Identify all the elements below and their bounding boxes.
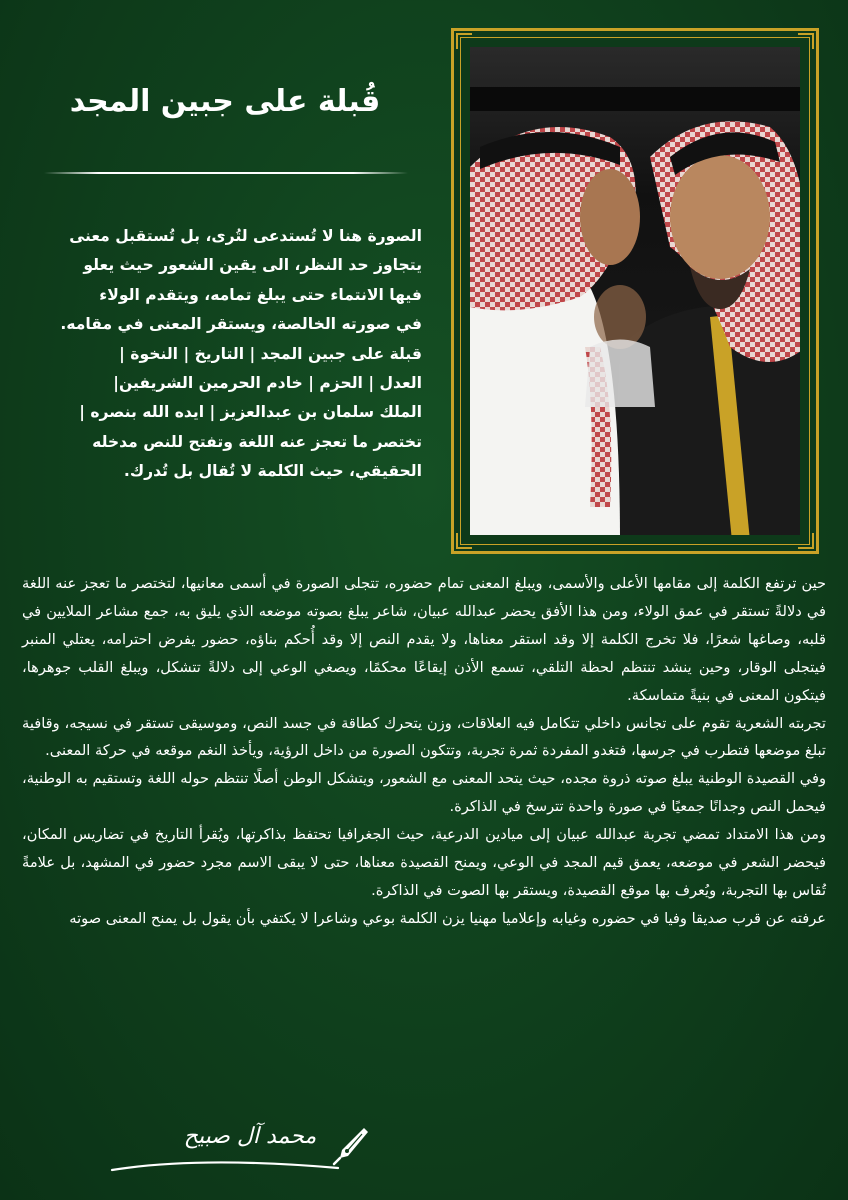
intro-line: في صورته الخالصة، ويستقر المعنى في مقامه. bbox=[60, 315, 422, 334]
signature-swoosh bbox=[110, 1150, 340, 1176]
intro-line: قبلة على جبين المجد | التاريخ | النخوة | bbox=[119, 344, 422, 363]
frame-corner bbox=[456, 533, 472, 549]
intro-line: الحقيقي، حيث الكلمة لا تُقال بل تُدرك. bbox=[123, 462, 422, 481]
page-title: قُبلة على جبين المجد bbox=[69, 84, 381, 119]
paragraph: وفي القصيدة الوطنية يبلغ صوته ذروة مجده، حيث يتحد المعنى مع الشعور، ويتشكل الوطن أصلًا تنتظم حوله اللغة وتستقيم به الوطنية، فيحمل النص وجدانًا جمعيًا في صورة واحدة تترسخ في الذاكرة. bbox=[22, 770, 826, 816]
intro-line: فيها الانتماء حتى يبلغ تمامه، ويتقدم الولاء bbox=[99, 285, 422, 304]
photo-frame bbox=[451, 28, 819, 554]
fountain-pen-icon bbox=[328, 1124, 372, 1168]
paragraph: ومن هذا الامتداد تمضي تجربة عبدالله عبيان إلى ميادين الدرعية، حيث الجغرافيا تحتفظ بذاكرتها، ويُقرأ التاريخ في تضاريس المكان، فيحضر الشعر في موضعه، يعمق قيم المجد في الوعي، ويمنح القصيدة معناها، حتى لا يبقى الاسم مجرد حضور في المشهد، بل علامةً تُقاس بها التجربة، ويُعرف بها موقع القصيدة، ويستقر بها الصوت في الذاكرة. bbox=[22, 826, 826, 899]
intro-text bbox=[58, 222, 422, 487]
paragraph: حين ترتفع الكلمة إلى مقامها الأعلى والأسمى، ويبلغ المعنى تمام حضوره، تتجلى الصورة في أسمى معانيها، لتختصر ما تعجز عنه اللغة في دلالةً تستقر في عمق الولاء، ومن هذا الأفق يحضر عبدالله عبيان، شاعر يبلغ بصوته موضعه الذي يليق به، جمع مشاعر الملايين في قلبه، وصاغها شعرًا، فلا تخرج الكلمة إلا وقد استقر معناها، ولا يقدم النص إلا وقد أُحكم بناؤه، حضور يفرض احترامه، يعتلي المنبر فيتجلى الوقار، وحين ينشد تنتظم لحظة التلقي، تسمع الأذن إيقاعًا محكمًا، ويصغي الوعي إلى دلالةً تتشكل، ويبلغ القلب جوهرها، فيتكون المعنى في بنيةً متماسكة. bbox=[22, 575, 826, 704]
title-divider bbox=[44, 172, 408, 174]
signature-name: محمد آل صبيح bbox=[183, 1124, 317, 1149]
photo bbox=[470, 47, 800, 535]
paragraph: عرفته عن قرب صديقا وفيا في حضوره وغيابه وإعلاميا مهنيا يزن الكلمة بوعي وشاعرا لا يكتفي بأن يقول بل يمنح المعنى صوته bbox=[69, 909, 826, 927]
paragraph: تجربته الشعرية تقوم على تجانس داخلي تتكامل فيه العلاقات، وزن يتحرك كطاقة في جسد النص، وموسيقى تستقر في نسيجه، وقافية تبلغ موضعها فتطرب في جرسها، فتغدو المفردة ثمرة تجربة، وتتكون الصورة من داخل الرؤية، ويأخذ النغم موقعه في حركة المعنى. bbox=[22, 714, 826, 760]
intro-line: العدل | الحزم | خادم الحرمين الشريفين| bbox=[113, 374, 422, 393]
article-body bbox=[22, 570, 826, 933]
intro-line: يتجاوز حد النظر، الى يقين الشعور حيث يعلو bbox=[83, 256, 422, 275]
frame-corner bbox=[798, 33, 814, 49]
frame-corner bbox=[798, 533, 814, 549]
intro-line: تختصر ما تعجز عنه اللغة وتفتح للنص مدخله bbox=[92, 432, 422, 451]
intro-line: الصورة هنا لا تُستدعى لتُرى، بل تُستقبل معنى bbox=[69, 227, 422, 245]
photo-illustration bbox=[470, 47, 800, 535]
intro-line: الملك سلمان بن عبدالعزيز | ايده الله بنصره | bbox=[79, 403, 422, 422]
